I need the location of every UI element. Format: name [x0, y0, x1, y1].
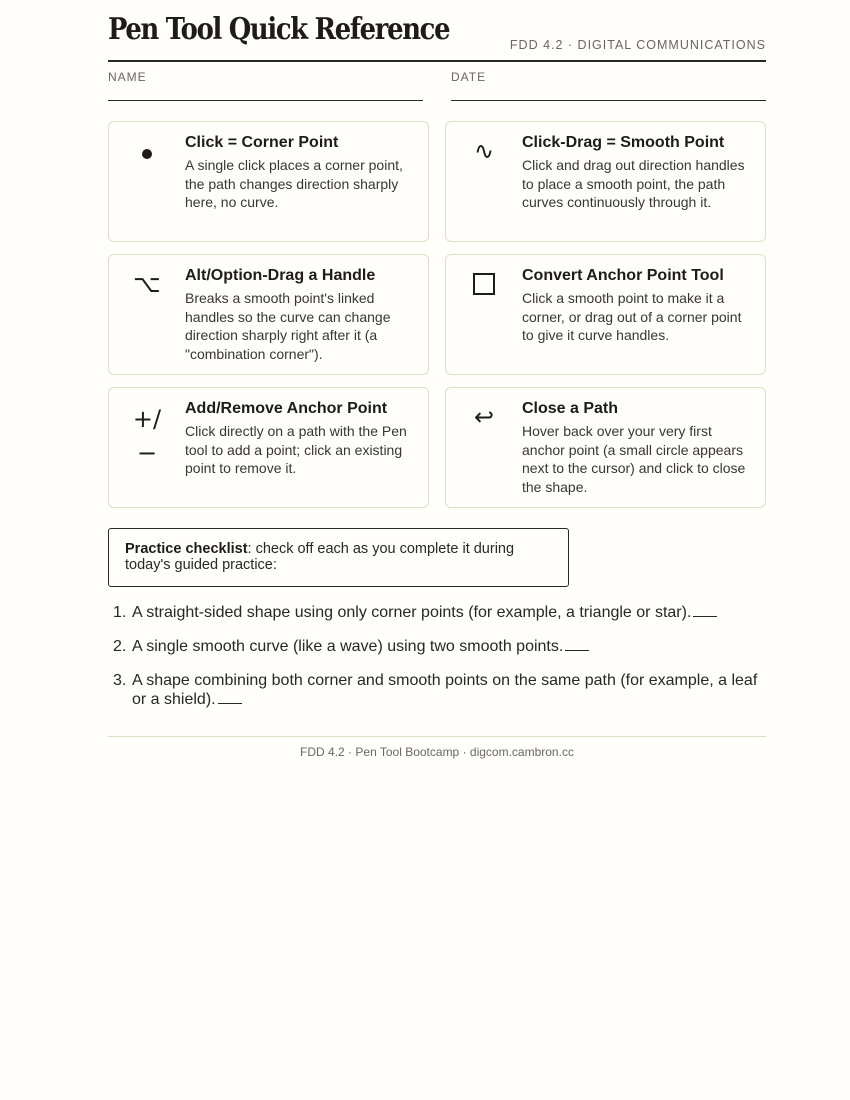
page-header [108, 0, 766, 62]
check-blank[interactable] [218, 703, 242, 704]
dot-icon [125, 136, 169, 166]
item-text: A straight-sided shape using only corner points (for example, a triangle or star). [132, 604, 692, 621]
checklist-intro: : check off each as you complete it during today's guided practice: [125, 541, 515, 573]
card-title: Add/Remove Anchor Point [185, 400, 388, 417]
page-title: Pen Tool Quick Reference [108, 12, 450, 47]
item-number: 3. [113, 672, 127, 689]
list-item [113, 671, 766, 709]
option-key-icon: ⌥ [133, 270, 161, 298]
card-title: Click-Drag = Smooth Point [522, 134, 725, 151]
footer-divider [108, 736, 766, 737]
card-title: Convert Anchor Point Tool [522, 267, 724, 284]
card-title: Alt/Option-Drag a Handle [185, 267, 376, 284]
item-number: 2. [113, 638, 127, 655]
checklist-items [113, 603, 766, 724]
course-label: FDD 4.2 · DIGITAL COMMUNICATIONS [509, 38, 766, 52]
card-option-drag [108, 254, 429, 375]
list-item [113, 637, 766, 656]
plus-minus-icon [125, 402, 169, 470]
page-footer: FDD 4.2 · Pen Tool Bootcamp · digcom.cambron.cc [300, 745, 574, 759]
item-text: A single smooth curve (like a wave) using two smooth points. [132, 638, 564, 655]
date-field[interactable] [451, 62, 766, 101]
plus-slash-glyph: +/ [132, 405, 162, 433]
tilde-icon: ∿ [473, 137, 495, 165]
card-body: Hover back over your very first anchor point (a small circle appears next to the cursor) and click to close the shape. [522, 423, 746, 495]
card-body: A single click places a corner point, the path changes direction sharply here, no curve. [185, 157, 403, 210]
card-body: Click a smooth point to make it a corner, or drag out of a corner point to give it curve handles. [522, 290, 742, 343]
card-corner-point [108, 121, 429, 242]
name-field[interactable] [108, 62, 423, 101]
date-field-label: DATE [451, 70, 487, 84]
check-blank[interactable] [565, 650, 589, 651]
card-close-path [445, 387, 766, 508]
card-smooth-point [445, 121, 766, 242]
checklist-heading: Practice checklist [125, 541, 248, 557]
card-add-remove-anchor [108, 387, 429, 508]
card-title: Close a Path [522, 400, 619, 417]
card-title: Click = Corner Point [185, 134, 339, 151]
card-body: Click directly on a path with the Pen tool to add a point; click an existing point to remove it. [185, 423, 407, 476]
worksheet-page [108, 0, 766, 102]
item-number: 1. [113, 604, 127, 621]
item-text: A shape combining both corner and smooth points on the same path (for example, a leaf or a shield). [132, 672, 758, 708]
list-item [113, 603, 766, 622]
card-convert-anchor [445, 254, 766, 375]
student-fields [108, 62, 766, 102]
minus-glyph: − [136, 439, 158, 467]
card-body: Breaks a smooth point's linked handles so the curve can change direction sharply right after it (a "combination corner"). [185, 290, 391, 362]
return-arrow-icon: ↩ [473, 403, 495, 431]
square-icon [462, 269, 506, 302]
card-body: Click and drag out direction handles to place a smooth point, the path curves continuously through it. [522, 157, 745, 210]
check-blank[interactable] [693, 616, 717, 617]
name-field-label: NAME [108, 70, 147, 84]
practice-checklist-callout [108, 528, 569, 587]
